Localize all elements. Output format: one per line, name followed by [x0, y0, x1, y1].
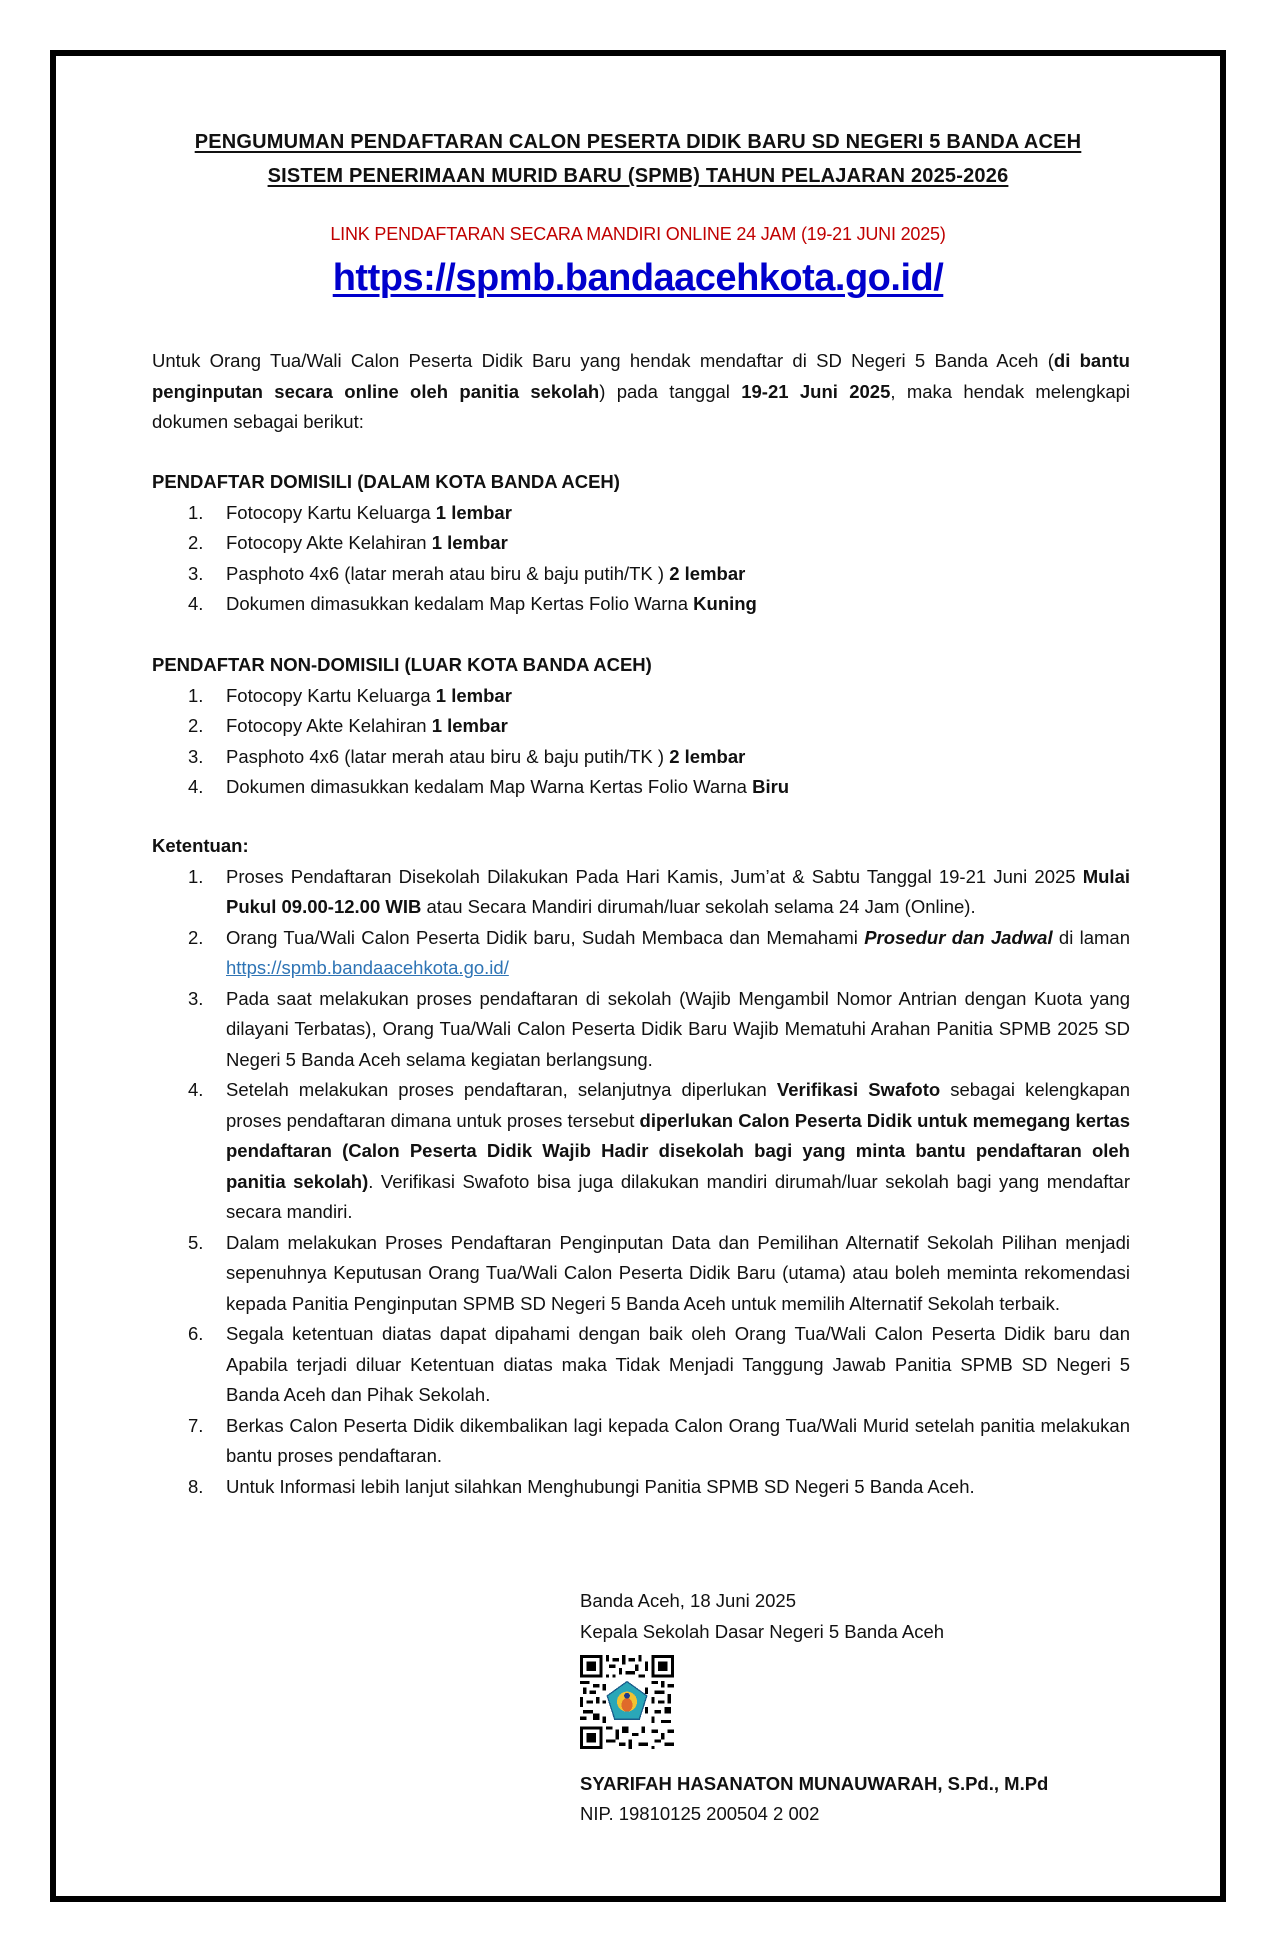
item-number: 1. — [188, 501, 204, 523]
list-item — [152, 772, 1130, 803]
item-number: 3. — [188, 562, 204, 584]
item-text: atau Secara Mandiri dirumah/luar sekolah selama 24 Jam (Online). — [421, 896, 976, 917]
item-bold: 2 lembar — [669, 562, 746, 584]
ketentuan-item-2 — [152, 923, 1130, 984]
item-number: 3. — [188, 745, 204, 767]
ketentuan-item-4 — [152, 1075, 1130, 1228]
domisili-heading: PENDAFTAR DOMISILI (DALAM KOTA BANDA ACEH) — [152, 471, 620, 492]
ketentuan-section — [152, 831, 1130, 1502]
item-number: 8. — [188, 1475, 204, 1497]
item-text: Proses Pendaftaran Disekolah Dilakukan Pada Hari Kamis, Jum’at & Sabtu Tanggal 19-21 Juni 2025 — [226, 865, 1083, 887]
intro-text-2: ) pada tanggal — [599, 380, 742, 402]
item-text: Fotocopy Kartu Keluarga — [226, 501, 436, 523]
item-number: 4. — [188, 776, 204, 797]
intro-bold-1: di bantu penginputan secara online oleh panitia sekolah — [152, 350, 1130, 402]
ketentuan-item-6 — [152, 1319, 1130, 1411]
online-registration-notice: LINK PENDAFTARAN SECARA MANDIRI ONLINE 24 JAM (19-21 JUNI 2025) — [330, 224, 946, 244]
item-number: 1. — [188, 684, 204, 706]
list-item — [152, 711, 1130, 742]
qr-code-signature-icon — [580, 1655, 674, 1749]
item-text: di laman — [1052, 926, 1130, 948]
ketentuan-item-1 — [152, 862, 1130, 923]
item-number: 7. — [188, 1414, 204, 1436]
item-text: Untuk Informasi lebih lanjut silahkan Menghubungi Panitia SPMB SD Negeri 5 Banda Aceh. — [226, 1475, 975, 1497]
item-bold: Verifikasi Swafoto — [776, 1079, 941, 1100]
non-domisili-list — [152, 681, 1130, 803]
ketentuan-item-3 — [152, 984, 1130, 1076]
list-item — [152, 742, 1130, 773]
item-text: Dokumen dimasukkan kedalam Map Kertas Folio Warna — [226, 593, 694, 614]
item-text: Setelah melakukan proses pendaftaran, selanjutnya diperlukan — [226, 1079, 777, 1100]
announcement-title-line1: PENGUMUMAN PENDAFTARAN CALON PESERTA DIDIK BARU SD NEGERI 5 BANDA ACEH — [194, 131, 1082, 153]
signatory-name: SYARIFAH HASANATON MUNAUWARAH, S.Pd., M.Pd — [580, 1773, 1049, 1794]
item-text: Dalam melakukan Proses Pendaftaran Penginputan Data dan Pemilihan Alternatif Sekolah Pilihan menjadi sepenuhnya Keputusan Orang Tua/Wali Calon Peserta Didik Baru (utama) atau boleh meminta rekomendasi kepada Panitia Penginputan SPMB SD Negeri 5 Banda Aceh untuk memilih Alternatif Sekolah terbaik. — [226, 1231, 1130, 1314]
ketentuan-list — [152, 862, 1130, 1503]
item-number: 1. — [188, 865, 204, 887]
intro-paragraph — [152, 346, 1130, 438]
item-text: Dokumen dimasukkan kedalam Map Warna Kertas Folio Warna — [226, 776, 753, 797]
item-text: Fotocopy Kartu Keluarga — [226, 684, 436, 706]
item-bold: Kuning — [693, 593, 757, 614]
item-bold: 1 lembar — [431, 532, 508, 553]
item-text: . Verifikasi Swafoto bisa juga dilakukan mandiri dirumah/luar sekolah bagi yang mendaftar secara mandiri. — [226, 1170, 1130, 1222]
item-text: Fotocopy Akte Kelahiran — [226, 532, 432, 553]
ketentuan-item-7 — [152, 1411, 1130, 1472]
item-number: 3. — [188, 987, 204, 1009]
item-text: Berkas Calon Peserta Didik dikembalikan lagi kepada Calon Orang Tua/Wali Murid setelah panitia melakukan bantu proses pendaftaran. — [226, 1414, 1130, 1466]
signatory-nip: NIP. 19810125 200504 2 002 — [580, 1803, 820, 1824]
ketentuan-item-8 — [152, 1472, 1130, 1503]
intro-bold-date: 19-21 Juni 2025 — [741, 380, 891, 402]
item-bold: Biru — [752, 776, 790, 797]
item-text: Pada saat melakukan proses pendaftaran di sekolah (Wajib Mengambil Nomor Antrian dengan Kuota yang dilayani Terbatas), Orang Tua/Wali Calon Peserta Didik Baru Wajib Mematuhi Arahan Panitia SPMB 2025 SD Negeri 5 Banda Aceh selama kegiatan berlangsung. — [226, 987, 1130, 1070]
item-text: sebagai kelengkapan proses pendaftaran dimana untuk proses tersebut — [226, 1079, 1130, 1131]
item-bold: 1 lembar — [431, 715, 508, 736]
list-item — [152, 681, 1130, 712]
domisili-list — [152, 498, 1130, 620]
list-item — [152, 528, 1130, 559]
item-bold: diperlukan Calon Peserta Didik untuk memegang kertas pendaftaran (Calon Peserta Didik Wajib Hadir disekolah bagi yang minta bantu pendaftaran oleh panitia sekolah) — [226, 1109, 1130, 1192]
item-number: 6. — [188, 1323, 204, 1344]
item-bold: 2 lembar — [669, 745, 746, 767]
announcement-title-line2: SISTEM PENERIMAAN MURID BARU (SPMB) TAHUN PELAJARAN 2025-2026 — [267, 165, 1009, 187]
list-item — [152, 589, 1130, 620]
item-text: Orang Tua/Wali Calon Peserta Didik baru, Sudah Membaca dan Memahami — [226, 926, 865, 948]
registration-url-link[interactable]: https://spmb.bandaacehkota.go.id/ — [332, 257, 944, 299]
signature-role: Kepala Sekolah Dasar Negeri 5 Banda Aceh — [580, 1621, 945, 1642]
item-text: Fotocopy Akte Kelahiran — [226, 715, 432, 736]
item-number: 2. — [188, 532, 204, 553]
item-text: Pasphoto 4x6 (latar merah atau biru & baju putih/TK ) — [226, 562, 670, 584]
non-domisili-heading: PENDAFTAR NON-DOMISILI (LUAR KOTA BANDA ACEH) — [152, 654, 652, 675]
spmb-inline-link[interactable]: https://spmb.bandaacehkota.go.id/ — [226, 957, 509, 978]
list-item — [152, 498, 1130, 529]
domisili-section — [152, 467, 1130, 620]
intro-text-3: , maka hendak melengkapi dokumen sebagai berikut: — [152, 380, 1131, 432]
non-domisili-section — [152, 650, 1130, 803]
item-bold: Mulai Pukul 09.00-12.00 WIB — [226, 865, 1130, 917]
item-bold: 1 lembar — [435, 684, 512, 706]
list-item — [152, 559, 1130, 590]
item-number: 4. — [188, 1079, 204, 1100]
item-number: 4. — [188, 593, 204, 614]
item-bold-italic: Prosedur dan Jadwal — [864, 926, 1053, 948]
item-text: Segala ketentuan diatas dapat dipahami dengan baik oleh Orang Tua/Wali Calon Peserta Didik baru dan Apabila terjadi diluar Ketentuan diatas maka Tidak Menjadi Tanggung Jawab Panitia SPMB SD Negeri 5 Banda Aceh dan Pihak Sekolah. — [226, 1323, 1130, 1405]
signature-place-date: Banda Aceh, 18 Juni 2025 — [580, 1590, 797, 1611]
item-bold: 1 lembar — [435, 501, 512, 523]
item-number: 2. — [188, 926, 204, 948]
ketentuan-item-5 — [152, 1228, 1130, 1320]
ketentuan-heading: Ketentuan: — [152, 835, 249, 856]
intro-text-1: Untuk Orang Tua/Wali Calon Peserta Didik Baru yang hendak mendaftar di SD Negeri 5 Banda Aceh ( — [152, 350, 1054, 371]
item-number: 2. — [188, 715, 204, 736]
item-number: 5. — [188, 1231, 204, 1253]
item-text: Pasphoto 4x6 (latar merah atau biru & baju putih/TK ) — [226, 745, 670, 767]
